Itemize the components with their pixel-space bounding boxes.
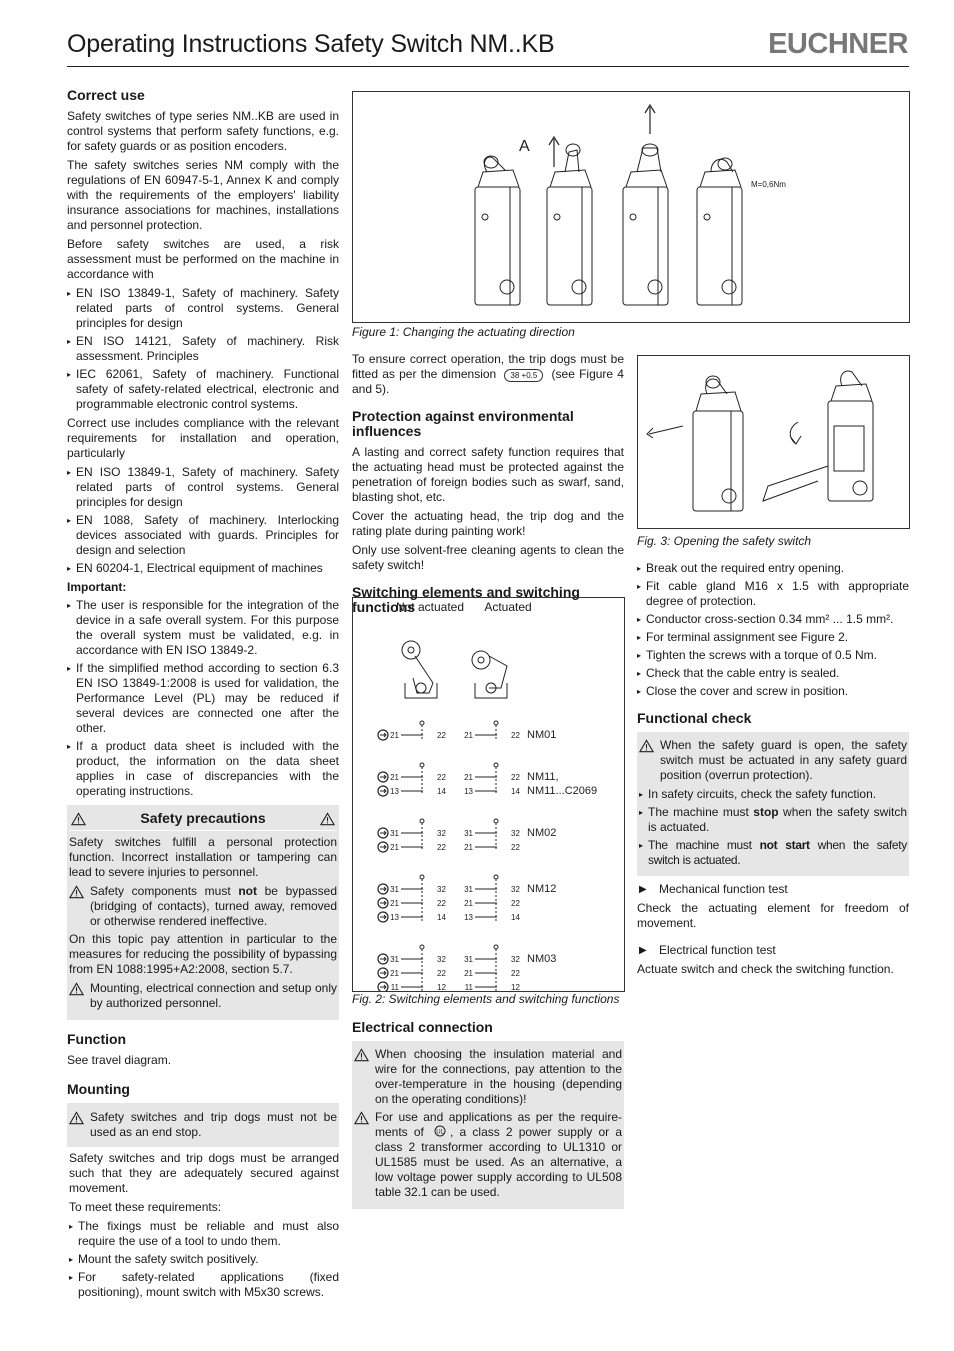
variant-label: NM02	[527, 827, 557, 839]
actuator-point	[494, 945, 498, 949]
warning-icon	[354, 1048, 369, 1062]
heading-mounting: Mounting	[67, 1081, 130, 1097]
terminal-label: 14	[437, 913, 446, 922]
contact-rows	[378, 721, 597, 991]
svg-text:UL: UL	[436, 1129, 445, 1136]
safety-warning-bypass	[69, 884, 337, 929]
list-item: ▸ For safety-related applications (fixed positioning), mount switch with M5x30 screws.	[69, 1270, 339, 1300]
contact-arrow-icon	[380, 957, 386, 961]
list-item: ▸ In safety circuits, check the safety function.	[639, 787, 907, 802]
env-p1: A lasting and correct safety function requires that the actuating head must be protected against the penetration of foreign bodies such as swarf, sand, blasting shot, etc.	[352, 445, 624, 504]
terminal-label: 21	[464, 773, 473, 782]
connection-steps-list	[637, 561, 909, 699]
safety-warning-personnel	[69, 981, 337, 1011]
variant-label: NM12	[527, 883, 557, 895]
trip-text: To ensure correct operation, the trip dogs must be fitted as per the dimension	[352, 352, 624, 381]
list-item: ▸ The user is responsible for the integration of the device in a safe overall system. For this purpose the overall system must be validated, e.g. in accordance with EN ISO 13849-2.	[67, 598, 339, 658]
list-item: ▸ Close the cover and screw in position.	[637, 684, 909, 699]
contact-arrow-icon	[380, 901, 386, 905]
actuator-point	[420, 763, 424, 767]
warning-icon	[69, 1111, 84, 1125]
list-item: ▸ EN 60204-1, Electrical equipment of machines	[67, 561, 339, 576]
terminal-label: 31	[464, 829, 473, 838]
terminal-label: 22	[437, 899, 446, 908]
torque-label: M=0,6Nm	[751, 180, 786, 189]
terminal-label: 31	[390, 829, 399, 838]
terminal-label: 21	[464, 899, 473, 908]
warn-text: Safety components must	[90, 884, 239, 898]
terminal-label: 32	[511, 955, 520, 964]
warning-icon	[69, 885, 84, 899]
actuator-not-actuated	[402, 641, 437, 698]
contact-arrow-icon	[380, 733, 386, 737]
electrical-warning-box	[352, 1041, 624, 1209]
list-item: ▸ Conductor cross-section 0.34 mm² ... 1.5 mm².	[637, 612, 909, 627]
figure-3-drawing	[638, 356, 909, 528]
variant-label: NM11,	[527, 771, 559, 783]
warn-text: When the safety guard is open, the safety switch must be actuated in any safety guard position (overrun protection).	[660, 738, 907, 782]
risk-standards-list	[67, 286, 339, 412]
warn-text: When choosing the insulation material and wire for the connections, pay attention to the over-temperature in the housing (depending on the operating conditions)!	[375, 1047, 622, 1106]
terminal-label: 12	[511, 983, 520, 991]
check-list	[639, 787, 907, 868]
heading-switching: Switching elements and switching functions	[352, 584, 580, 615]
heading-electrical: Electrical connection	[352, 1019, 493, 1035]
list-bold: stop	[753, 805, 779, 819]
variant-label: NM03	[527, 953, 557, 965]
figure-1-caption: Figure 1: Changing the actuating direction	[352, 325, 575, 339]
terminal-label: 31	[390, 955, 399, 964]
terminal-label: 22	[437, 773, 446, 782]
contact-arrow-icon	[380, 887, 386, 891]
list-item: ▸ Tighten the screws with a torque of 0.5 Nm.	[637, 648, 909, 663]
terminal-label: 14	[511, 913, 520, 922]
terminal-label: 31	[464, 885, 473, 894]
warn-text: Mounting, electrical connection and setup only by authorized personnel.	[90, 981, 337, 1010]
terminal-label: 22	[437, 843, 446, 852]
terminal-label: 32	[437, 955, 446, 964]
terminal-label: 21	[390, 843, 399, 852]
list-item: ▸ Break out the required entry opening.	[637, 561, 909, 576]
actuator-point	[420, 721, 424, 725]
warning-icon	[71, 812, 86, 826]
actuator-point	[494, 763, 498, 767]
terminal-label: 32	[437, 829, 446, 838]
safety-p2: On this topic pay attention in particular to the measures for reducing the possibility of bypassing from EN 1088:1995+A2:2008, section 5.7.	[69, 932, 337, 976]
warn-bold: not	[238, 884, 257, 898]
trip-text-post: (see Figure 4 and 5).	[352, 367, 624, 396]
ul-mark-icon	[430, 1125, 450, 1137]
page-title: Operating Instructions Safety Switch NM..KB	[67, 30, 555, 58]
switch-illustration	[623, 144, 668, 305]
terminal-label: 21	[464, 969, 473, 978]
list-item: ▸ EN ISO 14121, Safety of machinery. Risk assessment. Principles	[67, 334, 339, 364]
terminal-label: 22	[511, 843, 520, 852]
column-middle	[352, 352, 624, 621]
terminal-label: 11	[464, 983, 473, 991]
switch-illustration	[697, 158, 742, 305]
switch-closed-illustration	[647, 376, 743, 511]
list-text: when the safety switch is actuated.	[648, 838, 907, 867]
requirements-list	[67, 465, 339, 576]
warn-text: For use and applications as per the require-ments of	[375, 1110, 622, 1139]
correct-use-p4: Correct use includes compliance with the relevant requirements for installation and operation, particularly	[67, 416, 339, 460]
list-text: The machine must	[648, 838, 760, 852]
list-item: ▸ EN ISO 13849-1, Safety of machinery. Safety related parts of control systems. General principles for design	[67, 286, 339, 331]
safety-precautions-heading: Safety precautions	[140, 810, 266, 826]
electrical-warning-1	[354, 1047, 622, 1107]
terminal-label: 21	[464, 843, 473, 852]
column-middle-lower	[352, 1012, 624, 1209]
mechanical-test-label: ▶ Mechanical function test	[637, 882, 909, 897]
important-label: Important:	[67, 580, 127, 594]
warning-icon	[320, 812, 335, 826]
terminal-label: 14	[437, 787, 446, 796]
electrical-warning-2	[354, 1110, 622, 1200]
heading-functional-check: Functional check	[637, 710, 752, 726]
terminal-label: 13	[464, 913, 473, 922]
terminal-label: 21	[390, 969, 399, 978]
figure-3-frame	[637, 355, 910, 529]
important-list	[67, 598, 339, 799]
terminal-label: 13	[464, 787, 473, 796]
heading-correct-use: Correct use	[67, 87, 145, 103]
figure-2-frame	[352, 597, 625, 992]
mounting-list	[67, 1219, 339, 1300]
switch-illustration	[547, 144, 592, 305]
actuator-actuated	[472, 651, 507, 698]
actuator-point	[420, 945, 424, 949]
list-item: ▸ If a product data sheet is included with the product, the information on the data sheet applies in case of discrepancies with the operating instructions.	[67, 739, 339, 799]
terminal-label: 32	[437, 885, 446, 894]
terminal-label: 31	[464, 955, 473, 964]
mounting-p1: Safety switches and trip dogs must be arranged such that they are adequately secured against movement.	[69, 1151, 339, 1195]
warn-text: be bypassed (bridging of contacts), turned away, removed or otherwise rendered ineffective.	[90, 884, 337, 928]
column-left	[67, 80, 339, 1304]
warn-text: , a class 2 power supply or a class 2 transformer according to UL1310 or UL1585 must be used. As an alternative, a low voltage power supply according to UL508 table 32.1 can be used.	[375, 1125, 622, 1199]
terminal-label: 21	[464, 731, 473, 740]
mechanical-test-text: Check the actuating element for freedom of movement.	[637, 901, 909, 930]
env-p2: Cover the actuating head, the trip dog and the rating plate during painting work!	[352, 509, 624, 538]
warning-icon	[639, 739, 654, 753]
safety-p1: Safety switches fulfill a personal protection function. Incorrect installation or tampering can lead to severe injuries to personnel.	[69, 835, 337, 879]
dimension-badge: 38 +0.5	[504, 369, 543, 382]
list-item: ▸ If the simplified method according to section 6.3 EN ISO 13849-1:2008 is used for validation, the Performance Level (PL) may be reduced if several devices are connected one after the other.	[67, 661, 339, 736]
terminal-label: 12	[437, 983, 446, 991]
list-item	[639, 838, 907, 868]
list-item: ▸ For terminal assignment see Figure 2.	[637, 630, 909, 645]
mounting-warning	[69, 1110, 337, 1140]
actuator-point	[420, 819, 424, 823]
terminal-label: 21	[390, 899, 399, 908]
switch-illustration	[475, 156, 520, 305]
terminal-label: 32	[511, 885, 520, 894]
env-p3: Only use solvent-free cleaning agents to clean the safety switch!	[352, 543, 624, 572]
check-warning	[639, 738, 907, 783]
electrical-test-text: Actuate switch and check the switching function.	[637, 962, 894, 976]
contact-arrow-icon	[380, 789, 386, 793]
safety-precautions-box	[67, 805, 339, 1020]
mounting-warning-box	[67, 1103, 339, 1147]
label-a: A	[519, 138, 530, 155]
list-item: ▸ Fit cable gland M16 x 1.5 with appropriate degree of protection.	[637, 579, 909, 609]
actuator-point	[494, 721, 498, 725]
terminal-label: 32	[511, 829, 520, 838]
actuator-point	[420, 875, 424, 879]
terminal-label: 11	[390, 983, 399, 991]
terminal-label: 13	[390, 787, 399, 796]
list-item: ▸ Mount the safety switch positively.	[69, 1252, 339, 1267]
terminal-label: 22	[511, 969, 520, 978]
terminal-label: 22	[511, 731, 520, 740]
electrical-test-label: ▶ Electrical function test	[637, 943, 909, 958]
list-text: The machine must	[648, 805, 754, 819]
contact-arrow-icon	[380, 775, 386, 779]
terminal-label: 22	[511, 899, 520, 908]
contact-arrow-icon	[380, 971, 386, 975]
mounting-p2: To meet these requirements:	[69, 1200, 222, 1214]
functional-check-box	[637, 732, 909, 876]
contact-arrow-icon	[380, 845, 386, 849]
terminal-label: 21	[390, 731, 399, 740]
switching-diagram	[353, 598, 624, 991]
figure-3-caption: Fig. 3: Opening the safety switch	[637, 534, 812, 548]
heading-environment: Protection against environmental influences	[352, 408, 574, 439]
list-text: when the safety switch is actuated.	[648, 805, 907, 834]
euchner-logo: EUCHNER	[768, 28, 908, 60]
warning-icon	[69, 982, 84, 996]
list-item: ▸ The fixings must be reliable and must also require the use of a tool to undo them.	[69, 1219, 339, 1249]
figure-1-drawing	[353, 92, 909, 322]
terminal-label: 14	[511, 787, 520, 796]
heading-function: Function	[67, 1031, 127, 1047]
variant-label: NM11...C2069	[527, 785, 598, 797]
list-item: ▸ IEC 62061, Safety of machinery. Functional safety of safety-related electrical, electronic and programmable electronic control systems.	[67, 367, 339, 412]
label-not-actuated: Not actuated	[395, 600, 465, 614]
figure-1-frame	[352, 91, 910, 323]
terminal-label: 31	[390, 885, 399, 894]
list-bold: not start	[759, 838, 810, 852]
terminal-label: 13	[390, 913, 399, 922]
list-item: ▸ Check that the cable entry is sealed.	[637, 666, 909, 681]
correct-use-p1: Safety switches of type series NM..KB are used in control systems that perform safety functions, e.g. for safety guards or as position encoders.	[67, 109, 339, 153]
function-text: See travel diagram.	[67, 1053, 172, 1067]
switch-open-illustration	[763, 371, 873, 501]
actuator-point	[494, 875, 498, 879]
safety-precautions-header	[69, 809, 337, 831]
correct-use-p2: The safety switches series NM comply with the regulations of EN 60947-5-1, Annex K and comply with the requirements of the employers' liability insurance associations for machines, installations and personnel protection.	[67, 158, 339, 232]
contact-arrow-icon	[380, 915, 386, 919]
figure-2-caption: Fig. 2: Switching elements and switching functions	[352, 992, 620, 1006]
column-right	[637, 561, 909, 981]
label-actuated: Actuated	[484, 600, 532, 614]
contact-arrow-icon	[380, 985, 386, 989]
terminal-label: 21	[390, 773, 399, 782]
contact-arrow-icon	[380, 831, 386, 835]
terminal-label: 22	[511, 773, 520, 782]
warning-icon	[354, 1111, 369, 1125]
correct-use-p3: Before safety switches are used, a risk assessment must be performed on the machine in accordance with	[67, 237, 339, 281]
terminal-label: 22	[437, 731, 446, 740]
list-item	[639, 805, 907, 835]
trip-dog-paragraph	[352, 352, 624, 397]
list-item: ▸ EN ISO 13849-1, Safety of machinery. Safety related parts of control systems. General principles for design	[67, 465, 339, 510]
warn-text: Safety switches and trip dogs must not be used as an end stop.	[90, 1110, 337, 1139]
terminal-label: 22	[437, 969, 446, 978]
actuator-point	[494, 819, 498, 823]
header-rule	[67, 66, 909, 67]
variant-label: NM01	[527, 729, 557, 741]
list-item: ▸ EN 1088, Safety of machinery. Interlocking devices associated with guards. Principles for design and selection	[67, 513, 339, 558]
